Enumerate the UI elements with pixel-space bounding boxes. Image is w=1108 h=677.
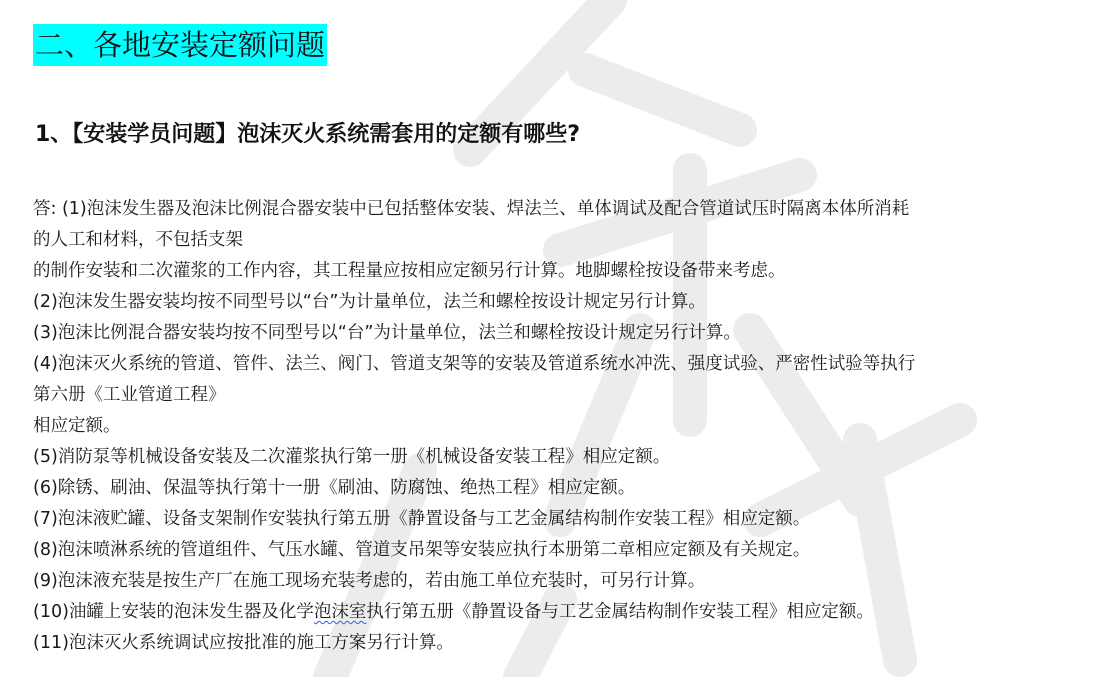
answer-body	[33, 194, 1093, 659]
section-heading: 二、各地安装定额问题	[33, 24, 327, 66]
answer-line: (5)消防泵等机械设备安装及二次灌浆执行第一册《机械设备安装工程》相应定额。	[33, 447, 671, 467]
answer-line-10	[33, 597, 1093, 628]
answer-line: 的人工和材料，不包括支架	[33, 230, 243, 250]
answer-line: 答: (1)泡沫发生器及泡沫比例混合器安装中已包括整体安装、焊法兰、单体调试及配合管道试压时隔离本体所消耗	[33, 199, 910, 219]
question-title: 1、【安装学员问题】泡沫灭火系统需套用的定额有哪些?	[35, 122, 581, 147]
answer-line: (7)泡沫液贮罐、设备支架制作安装执行第五册《静置设备与工艺金属结构制作安装工程》相应定额。	[33, 509, 811, 529]
answer-line: 第六册《工业管道工程》	[33, 385, 226, 405]
answer-line: 相应定额。	[33, 416, 121, 436]
answer-line: (11)泡沫灭火系统调试应按批准的施工方案另行计算。	[33, 633, 454, 653]
answer-line: 的制作安装和二次灌浆的工作内容，其工程量应按相应定额另行计算。地脚螺栓按设备带来考虑。	[33, 261, 786, 281]
answer-line: (9)泡沫液充装是按生产厂在施工现场充装考虑的，若由施工单位充装时，可另行计算。	[33, 571, 706, 591]
answer-text: 执行第五册《静置设备与工艺金属结构制作安装工程》相应定额。	[366, 602, 874, 622]
answer-text: (10)油罐上安装的泡沫发生器及化学	[33, 602, 314, 622]
answer-line: (2)泡沫发生器安装均按不同型号以“台”为计量单位，法兰和螺栓按设计规定另行计算。	[33, 292, 706, 312]
answer-line: (3)泡沫比例混合器安装均按不同型号以“台”为计量单位，法兰和螺栓按设计规定另行计算。	[33, 323, 741, 343]
answer-line: (4)泡沫灭火系统的管道、管件、法兰、阀门、管道支架等的安装及管道系统水冲洗、强度试验、严密性试验等执行	[33, 354, 916, 374]
answer-line: (8)泡沫喷淋系统的管道组件、气压水罐、管道支吊架等安装应执行本册第二章相应定额及有关规定。	[33, 540, 811, 560]
spellcheck-flagged-word[interactable]: 泡沫室	[313, 602, 367, 622]
answer-line: (6)除锈、刷油、保温等执行第十一册《刷油、防腐蚀、绝热工程》相应定额。	[33, 478, 636, 498]
